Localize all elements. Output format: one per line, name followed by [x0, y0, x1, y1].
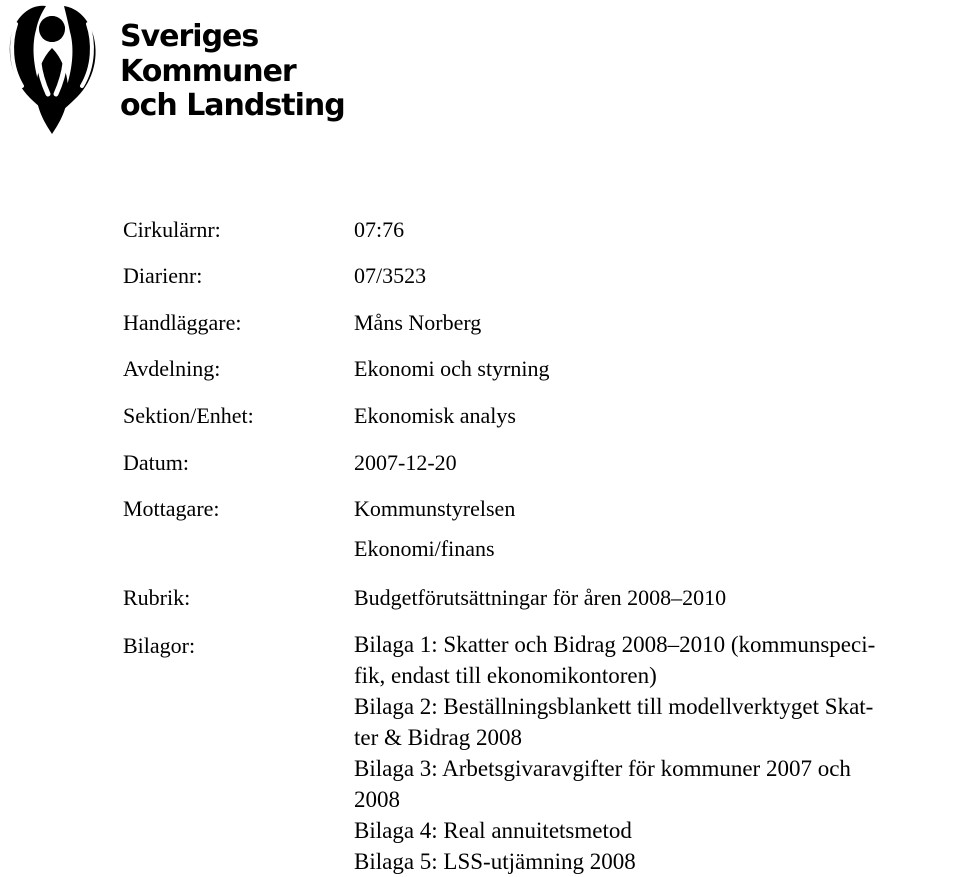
- attachment-line: 2008: [354, 787, 400, 812]
- avdelning-value: Ekonomi och styrning: [354, 356, 550, 381]
- datum-value: 2007-12-20: [354, 450, 457, 475]
- attachment-line: Bilaga 3: Arbetsgivaravgifter för kommuner 2007 och: [354, 756, 851, 781]
- attachment-line: ter & Bidrag 2008: [354, 725, 522, 750]
- sektion-label: Sektion/Enhet:: [123, 403, 254, 428]
- bilagor-label: Bilagor:: [123, 633, 196, 658]
- avdelning-label: Avdelning:: [123, 356, 221, 381]
- mottagare-value-2: Ekonomi/finans: [354, 536, 495, 561]
- logo-wordmark: [120, 20, 345, 124]
- cirkularnr-label: Cirkulärnr:: [123, 217, 221, 242]
- attachment-line: Bilaga 5: LSS-utjämning 2008: [354, 849, 636, 874]
- skl-figure-icon: [2, 2, 102, 136]
- cirkularnr-value: 07:76: [354, 217, 405, 242]
- logo-line-3: och Landsting: [120, 88, 345, 123]
- diarienr-value: 07/3523: [354, 263, 427, 288]
- mottagare-label: Mottagare:: [123, 496, 220, 521]
- diarienr-label: Diarienr:: [123, 263, 203, 288]
- attachments-list: [354, 629, 949, 877]
- handlaggare-label: Handläggare:: [123, 310, 242, 335]
- logo-line-2: Kommuner: [120, 53, 296, 89]
- logo-line-1: Sveriges: [120, 19, 259, 54]
- attachment-line: Bilaga 2: Beställningsblankett till modellverktyget Skat-: [354, 694, 874, 719]
- attachment-line: Bilaga 4: Real annuitetsmetod: [354, 818, 632, 843]
- datum-label: Datum:: [123, 450, 189, 475]
- rubrik-label: Rubrik:: [123, 585, 191, 610]
- rubrik-value: Budgetförutsättningar för åren 2008–2010: [354, 585, 727, 610]
- organization-logo: [2, 2, 345, 142]
- mottagare-value-1: Kommunstyrelsen: [354, 496, 516, 521]
- attachment-line: Bilaga 1: Skatter och Bidrag 2008–2010 (kommunspeci-: [354, 632, 876, 657]
- sektion-value: Ekonomisk analys: [354, 403, 516, 428]
- handlaggare-value: Måns Norberg: [354, 310, 482, 335]
- attachment-line: fik, endast till ekonomikontoren): [354, 663, 657, 688]
